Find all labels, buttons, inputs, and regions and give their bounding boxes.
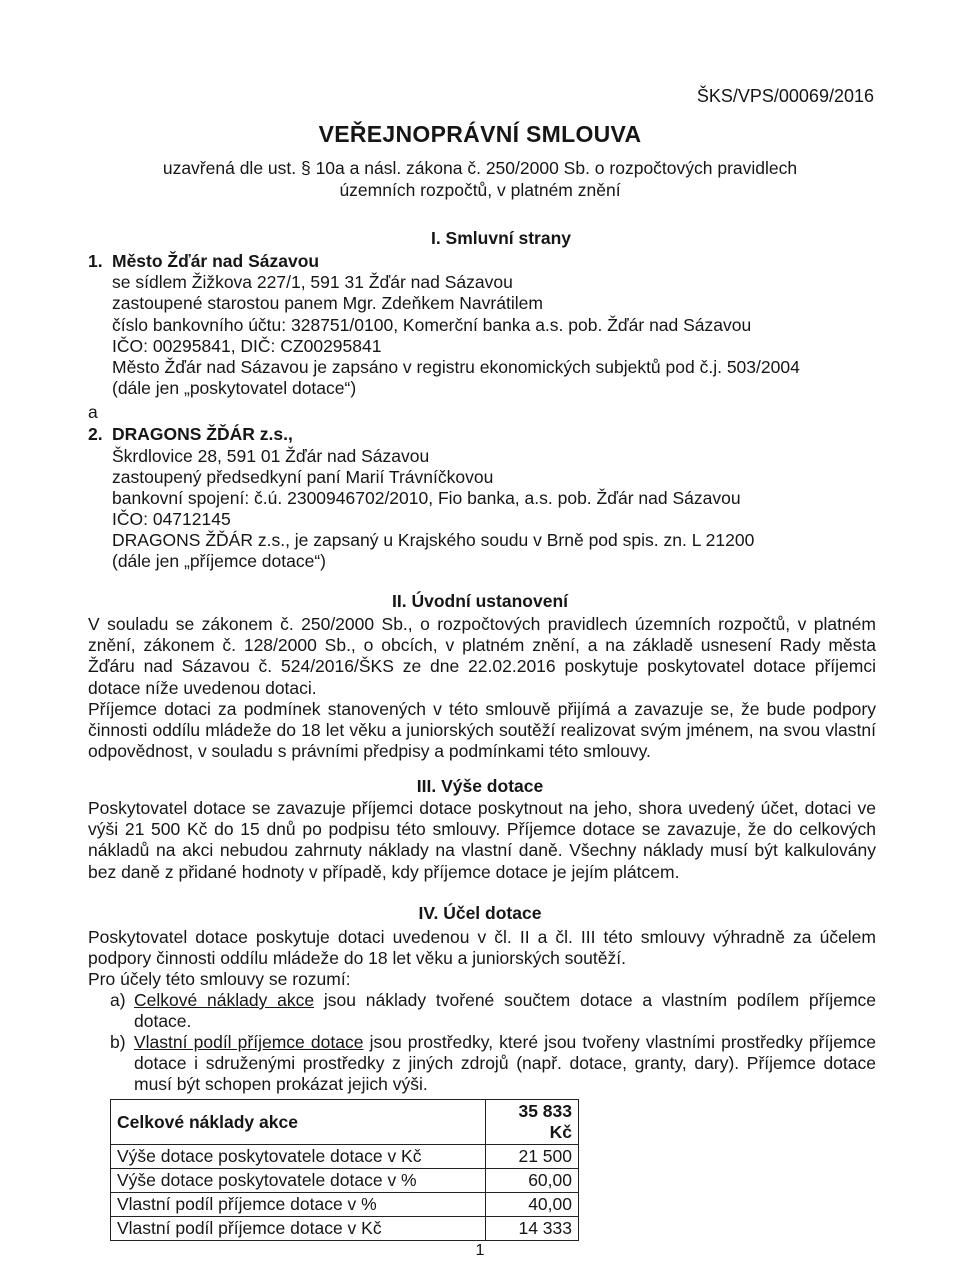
list-marker: b) [110, 1032, 126, 1052]
section-2-paragraph-1: V souladu se zákonem č. 250/2000 Sb., o rozpočtových pravidlech územních rozpočtů, v platném znění, zákonem č. 128/2000 Sb., o obcích, v platném znění, a na základě usnesení Rady města Žďáru nad Sázavou č. 524/2016/ŠKS ze dne 22.02.2016 poskytuje poskytovatel dotace příjemci dotace níže uvedenou dotaci. [88, 614, 876, 698]
document-reference: ŠKS/VPS/00069/2016 [696, 86, 874, 106]
section-4-intro: Pro účely této smlouvy se rozumí: [88, 969, 351, 990]
table-row [111, 1100, 579, 1145]
document-title: VEŘEJNOPRÁVNÍ SMLOUVA [318, 121, 642, 147]
party-2-address: Škrdlovice 28, 591 01 Žďár nad Sázavou [112, 446, 430, 466]
cost-label: Celkové náklady akce [111, 1100, 486, 1145]
section-3-paragraph: Poskytovatel dotace se zavazuje příjemci dotace poskytnout na jeho, shora uvedený účet, dotaci ve výši 21 500 Kč do 15 dnů po podpisu této smlouvy. Příjemce dotace se zavazuje, že do celkových nákladů na akci nebudou zahrnuty náklady na vlastní daně. Všechny náklady musí být kalkulovány bez daně z přidané hodnoty v případě, kdy příjemce dotace je jejím plátcem. [88, 798, 876, 882]
cost-label: Výše dotace poskytovatele dotace v Kč [111, 1145, 486, 1169]
definition-term: Vlastní podíl příjemce dotace [134, 1032, 364, 1052]
section-4-paragraph: Poskytovatel dotace poskytuje dotaci uvedenou v čl. II a čl. III této smlouvy výhradně za účelem podpory činnosti oddílu mládeže do 18 let věku a juniorských soutěží. [88, 927, 876, 969]
conjunction: a [88, 402, 98, 422]
cost-value: 21 500 [486, 1145, 579, 1169]
table-row [111, 1145, 579, 1169]
party-1-ico-dic: IČO: 00295841, DIČ: CZ00295841 [112, 336, 382, 356]
subtitle-line-2: územních rozpočtů, v platném znění [339, 180, 621, 200]
party-1-number: 1. [88, 251, 103, 271]
section-4-body [88, 927, 876, 991]
party-1-representative: zastoupené starostou panem Mgr. Zdeňkem Navrátilem [112, 293, 543, 313]
cost-label: Výše dotace poskytovatele dotace v % [111, 1169, 486, 1193]
cost-table [110, 1099, 579, 1241]
definition-term: Celkové náklady akce [134, 990, 315, 1010]
party-2-number: 2. [88, 424, 103, 444]
table-row [111, 1169, 579, 1193]
cost-value: 40,00 [486, 1193, 579, 1217]
section-3-heading: III. Výše dotace [416, 776, 544, 796]
party-1-name: Město Žďár nad Sázavou [112, 251, 320, 271]
subtitle-line-1: uzavřená dle ust. § 10a a násl. zákona č. 250/2000 Sb. o rozpočtových pravidlech [162, 158, 798, 178]
cost-value: 60,00 [486, 1169, 579, 1193]
section-1-heading: I. Smluvní strany [430, 228, 572, 248]
party-1-bank-account: číslo bankovního účtu: 328751/0100, Komerční banka a.s. pob. Žďár nad Sázavou [112, 315, 752, 335]
party-2-name: DRAGONS ŽĎÁR z.s., [112, 424, 293, 444]
cost-label: Vlastní podíl příjemce dotace v % [111, 1193, 486, 1217]
section-2-body [88, 614, 876, 762]
cost-label: Vlastní podíl příjemce dotace v Kč [111, 1217, 486, 1241]
section-2-heading: II. Úvodní ustanovení [392, 591, 568, 611]
party-2-alias: (dále jen „příjemce dotace“) [112, 551, 326, 571]
definition-item-a [110, 990, 876, 1032]
definition-text: jsou prostředky, které jsou tvořeny vlastními prostředky příjemce dotace i sdruženými prostředky z jiných zdrojů (např. dotace, granty, dary). Příjemce dotace musí být schopen prokázat jejich výši. [134, 1032, 876, 1095]
definition-text: jsou náklady tvořené součtem dotace a vlastním podílem příjemce dotace. [134, 990, 877, 1032]
party-1-alias: (dále jen „poskytovatel dotace“) [112, 378, 357, 398]
list-marker: a) [110, 990, 126, 1010]
cost-value: 35 833 Kč [486, 1100, 579, 1145]
page-number: 1 [475, 1242, 485, 1259]
cost-value: 14 333 [486, 1217, 579, 1241]
party-2-representative: zastoupený předsedkyní paní Marií Trávníčkovou [112, 467, 494, 487]
party-1-registration: Město Žďár nad Sázavou je zapsáno v registru ekonomických subjektů pod č.j. 503/2004 [112, 357, 800, 377]
table-row [111, 1193, 579, 1217]
definition-item-b [110, 1032, 876, 1096]
table-row [111, 1217, 579, 1241]
party-2-bank-account: bankovní spojení: č.ú. 2300946702/2010, Fio banka, a.s. pob. Žďár nad Sázavou [112, 488, 741, 508]
section-4-heading: IV. Účel dotace [418, 903, 542, 923]
party-2-ico: IČO: 04712145 [112, 509, 231, 529]
party-2-registration: DRAGONS ŽĎÁR z.s., je zapsaný u Krajského soudu v Brně pod spis. zn. L 21200 [112, 530, 755, 550]
party-1-address: se sídlem Žižkova 227/1, 591 31 Žďár nad Sázavou [112, 272, 513, 292]
section-2-paragraph-2: Příjemce dotaci za podmínek stanovených v této smlouvě přijímá a zavazuje se, že bude podpory činnosti oddílu mládeže do 18 let věku a juniorských soutěží realizovat svým jménem, na svou vlastní odpovědnost, v souladu s právními předpisy a podmínkami této smlouvy. [88, 698, 876, 762]
